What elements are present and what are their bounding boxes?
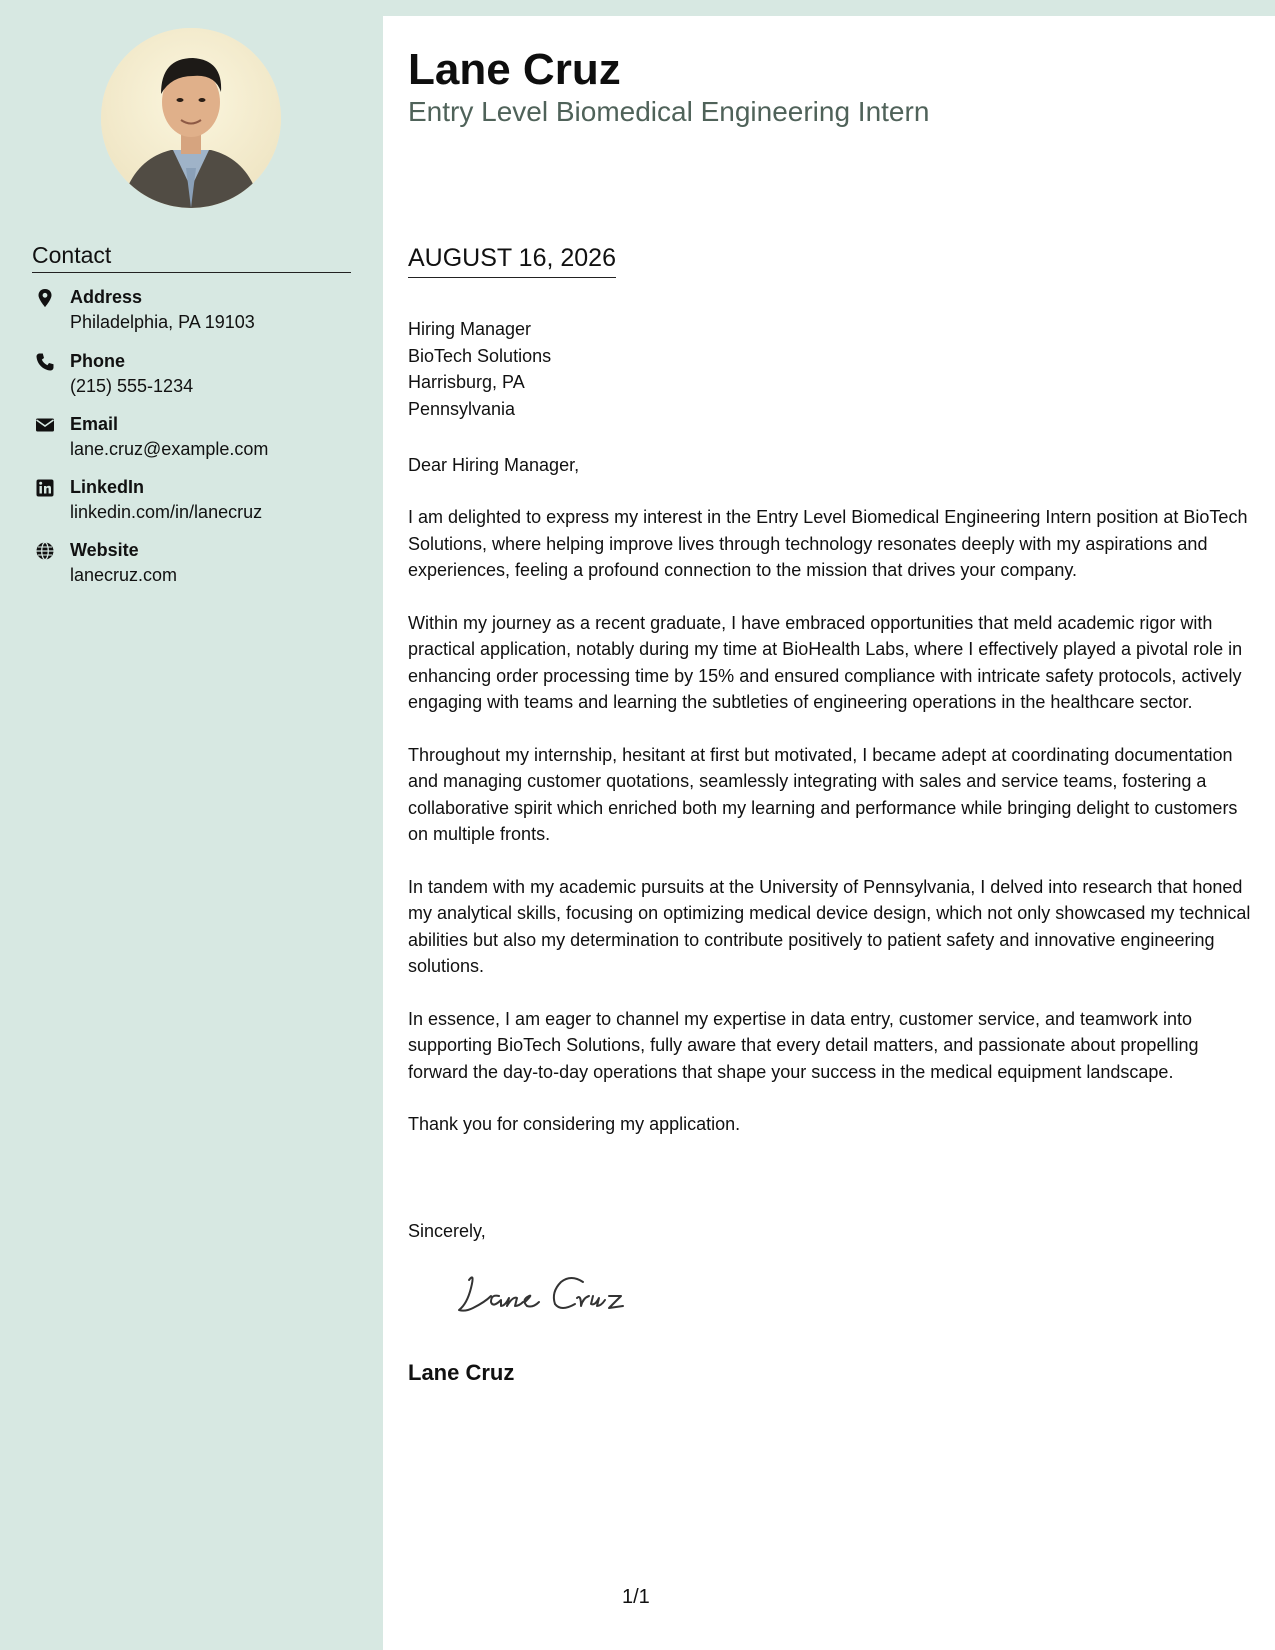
letter-paragraphs [408,504,1254,1164]
map-pin-icon [35,288,55,308]
linkedin-icon [35,478,55,498]
letter-body [383,16,1275,1650]
recipient-line: Pennsylvania [408,398,516,419]
contact-label: LinkedIn [70,477,145,497]
paragraph: Within my journey as a recent graduate, I have embraced opportunities that meld academic rigor with practical application, notably during my time at BioHealth Labs, where I effectively played a pivotal role in enhancing order processing time by 15% and ensured compliance with intricate safety protocols, actively engaging with teams and learning the subtleties of engineering operations in the healthcare sector. [408,612,1243,712]
recipient-line: Harrisburg, PA [408,372,525,392]
contact-value: linkedin.com/in/lanecruz [70,502,263,522]
signer-name: Lane Cruz [408,1360,515,1385]
applicant-name: Lane Cruz [408,45,621,94]
contact-label: Address [70,287,143,307]
contact-heading: Contact [32,240,351,273]
page-number: 1/1 [622,1586,650,1608]
contact-value: Philadelphia, PA 19103 [70,312,255,332]
recipient-line: BioTech Solutions [408,345,552,366]
contact-label: Email [70,414,119,434]
recipient-line: Hiring Manager [408,319,532,339]
paragraph: I am delighted to express my interest in the Entry Level Biomedical Engineering Intern position at BioTech Solutions, where helping improve lives through technology resonates deeply with my aspirations and experiences, feeling a profound connection to the mission that drives your company. [408,507,1248,580]
handwritten-signature [455,1266,635,1326]
letter-date: AUGUST 16, 2026 [408,242,616,278]
paragraph: Thank you for considering my application. [408,1114,741,1134]
envelope-icon [35,415,55,435]
closing: Sincerely, [408,1221,486,1241]
paragraph: In essence, I am eager to channel my expertise in data entry, customer service, and teamwork into supporting BioTech Solutions, fully aware that every detail matters, and passionate about propelling forward the day-to-day operations that shape your success in the medical equipment landscape. [408,1008,1199,1082]
globe-icon [35,541,55,561]
contact-label: Website [70,540,139,560]
avatar [101,28,281,208]
job-title: Entry Level Biomedical Engineering Intern [408,96,930,127]
contact-value: (215) 555-1234 [70,376,194,396]
phone-icon [35,352,55,372]
contact-label: Phone [70,351,126,371]
contact-value: lanecruz.com [70,565,178,585]
paragraph: Throughout my internship, hesitant at first but motivated, I became adept at coordinating documentation and managing customer quotations, seamlessly integrating with sales and service teams, fostering a collaborative spirit which enriched both my learning and performance while bringing delight to customers on multiple fronts. [408,744,1238,844]
recipient-block [408,316,551,422]
paragraph: In tandem with my academic pursuits at the University of Pennsylvania, I delved into research that honed my analytical skills, focusing on optimizing medical device design, which not only showcased my technical abilities but also my determination to contribute positively to patient safety and innovative engineering solutions. [408,876,1251,976]
contact-value: lane.cruz@example.com [70,439,269,459]
sidebar [0,0,383,1650]
greeting: Dear Hiring Manager, [408,455,580,475]
